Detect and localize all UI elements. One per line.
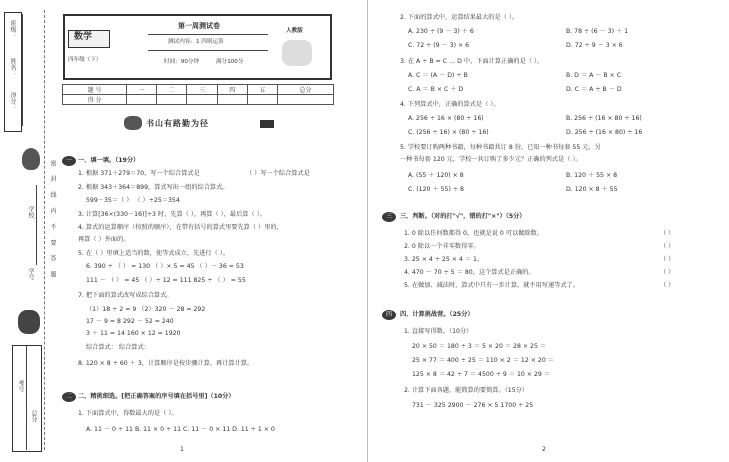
section-3-title: 三、判断。（对的打"√"，错的打"×"）（5分） [400, 213, 526, 220]
question-r3: 3. 在 A ÷ B = C … D 中，下面计算正确的是（ ）。 [400, 58, 544, 65]
question-r5-d: D. 120 × 8 ＋ 55 [566, 186, 618, 193]
section-1-title: 一、填一填。（19分） [78, 157, 140, 164]
question-4b: 再算（ ）外面的。 [78, 236, 130, 243]
binding-strip [0, 0, 60, 462]
judge-4-answer[interactable]: （ ） [660, 269, 675, 276]
calc-1: 1. 直接写得数。（10分） [404, 328, 473, 335]
left-page [60, 0, 370, 462]
score-input-cell[interactable] [157, 95, 187, 105]
time-label: 时间：90分钟 [164, 59, 200, 65]
question-r4-b: B. 256 ÷ (16 × 80 ÷ 16) [566, 115, 642, 122]
question-1b: （ ）写一个综合算式是 [246, 170, 310, 177]
score-table-header [63, 85, 334, 95]
number-label: 学号 [27, 268, 34, 280]
question-7-row2: 17 － 9 = 8 292 － 52 = 240 [86, 318, 174, 325]
question-r4-d: D. 256 ÷ (16 × 80) ÷ 16 [566, 129, 643, 136]
section-3-icon: 三 [382, 212, 396, 222]
exam-no-label: 考号 [17, 380, 24, 392]
question-r2-a: A. 230 ÷ (9 － 3) ＋ 6 [408, 28, 474, 35]
question-r3-a: A. C ＝ (A － D) ÷ B [408, 72, 468, 79]
score-table-row [63, 95, 334, 105]
page-fold [367, 0, 368, 462]
calc-1-row2: 25 × 77 ＝ 400 ÷ 25 ＝ 110 × 2 ＝ 12 × 20 ＝ [412, 357, 554, 364]
question-r3-b: B. D ＝ A － B × C [566, 72, 622, 79]
question-2-1-options: A. 11 － 0 ÷ 11 B. 11 × 0 ÷ 11 C. 11 － 0 × 11 D. 11 ÷ 1 × 0 [86, 426, 275, 433]
calc-2-row1: 731 － 325 2900 － 276 × 5 1700 ÷ 25 [412, 402, 534, 409]
question-5: 5. 在（ ）里填上适当的数，使等式成立，先进行（ ）。 [78, 250, 230, 257]
judge-3-answer[interactable]: （ ） [660, 256, 675, 263]
section-4-title: 四、计算挑战营。（25分） [400, 311, 474, 318]
question-7-row1: （1）18 ÷ 2 = 9 （2）320 － 28 = 292 [86, 306, 206, 313]
question-r4: 4. 下列算式中，正确的算式是（ ）。 [400, 101, 500, 108]
judge-1: 1. 0 除以任何数都得 0，也就是说 0 可以做除数。 [404, 230, 543, 237]
page-number-right: 2 [542, 446, 546, 453]
score-cell: 得 分 [63, 95, 127, 105]
score-cell: 题 号 [63, 85, 127, 95]
question-r2-d: D. 72 ÷ 9 － 3 × 6 [566, 42, 623, 49]
question-r3-c: C. A ＝ B × C ＋ D [408, 86, 464, 93]
score-input-cell[interactable] [187, 95, 217, 105]
question-3: 3. 计算[36×(330－16)]÷3 时，先算（ ），再算（ ），最后算（ ）。 [78, 211, 266, 218]
reader-decoration-icon [18, 310, 40, 334]
page-number-left: 1 [180, 446, 184, 453]
test-scope: 测试内容：1 四则运算 [168, 39, 224, 45]
question-2a: 2. 根据 343＋364＝899，算式写出一组的综合算式。 [78, 184, 229, 191]
banner-rider-icon [124, 116, 142, 130]
question-2b: 599－35＝（ ） （ ）÷25＝354 [86, 197, 180, 204]
sidebar-divider [22, 14, 23, 126]
score-table [62, 84, 334, 105]
question-7-row4: 综合算式： 综合算式： [86, 344, 150, 351]
class-label: 班级： [9, 20, 16, 38]
judge-4: 4. 470 － 70 ÷ 5 ＝ 80，这个算式是正确的。 [404, 269, 535, 276]
question-6a: 6. 390 ÷ （ ） = 130 （ ）× 5 = 45 （ ）－ 36 = 53 [86, 263, 244, 270]
question-r4-c: C. (256 ÷ 16) × (80 ÷ 16) [408, 129, 489, 136]
owl-decoration-icon [22, 148, 40, 170]
right-page [370, 0, 729, 462]
subject-label: 数学 [74, 32, 93, 42]
total-label: 总分 [30, 410, 37, 422]
question-1a: 1. 根据 371＋279＝70，写一个综合算式是 [78, 170, 200, 177]
full-score-label: 满分100分 [216, 59, 244, 65]
page-title: 第一周测试卷 [178, 22, 220, 30]
section-2-title: 二、精挑细选。[把正确答案的序号填在括号里]（10分） [78, 393, 235, 400]
question-r5-a: A. (55 ＋ 120) × 8 [408, 172, 464, 179]
score-input-cell[interactable] [277, 95, 333, 105]
question-8: 8. 120 × 8 ÷ 60 ＋ 3，计算顺序是按步骤计算，再计算计算。 [78, 360, 254, 367]
question-6b: 111 － （ ） = 45 （ ）÷ 12 = 111 825 ÷ （ ） = 55 [86, 277, 246, 284]
question-r2-b: B. 78 ÷ (6 － 3) ＋ 1 [566, 28, 629, 35]
bottom-box-divider [26, 345, 27, 450]
score-cell: 总分 [277, 85, 333, 95]
score-cell: 四 [217, 85, 247, 95]
grade-label: 四年级（下） [68, 57, 102, 63]
calc-1-row3: 125 × 8 ＝ 42 ÷ 7 ＝ 4500 ÷ 9 ＝ 10 × 29 ＝ [412, 371, 550, 378]
question-r2-c: C. 72 ÷ (9 － 3) × 6 [408, 42, 470, 49]
section-1-icon: 一 [62, 156, 76, 166]
question-r5b: 一种书每套 120 元，学校一共订购了多少元？正确的列式是（ ）。 [400, 156, 582, 163]
judge-5-answer[interactable]: （ ） [660, 282, 675, 289]
calc-1-row1: 20 × 50 ＝ 180 ÷ 3 ＝ 5 × 20 ＝ 28 × 25 ＝ [412, 343, 547, 350]
bottom-info-box [12, 345, 42, 452]
score-label: 得分： [9, 92, 16, 110]
score-input-cell[interactable] [127, 95, 157, 105]
score-cell: 三 [187, 85, 217, 95]
name-label: 姓名： [9, 58, 16, 76]
scope-underline [148, 50, 268, 51]
question-7-row3: 3 ＋ 11 = 14 160 × 12 = 1920 [86, 330, 181, 337]
judge-3: 3. 25 × 4 ÷ 25 × 4 ＝ 1。 [404, 256, 484, 263]
judge-2: 2. 0 除以一个非零数得零。 [404, 243, 480, 250]
question-7: 7. 把下面的算式改写成综合算式。 [78, 292, 173, 299]
question-r4-a: A. 256 ÷ 16 × (80 ÷ 16) [408, 115, 484, 122]
section-2-icon: 二 [62, 392, 76, 402]
section-4-icon: 四 [382, 310, 396, 320]
question-r2: 2. 下面的算式中，运算结果最大的是（ ）。 [400, 14, 519, 21]
question-r5-b: B. 120 ＋ 55 × 8 [566, 172, 618, 179]
calc-2: 2. 计算下面各题，能简算的要简算。（15分） [404, 387, 529, 394]
question-r5-c: C. (120 ＋ 55) ÷ 8 [408, 186, 464, 193]
dashed-seal-line [44, 10, 45, 450]
score-cell: 五 [247, 85, 277, 95]
grad-cap-icon [260, 120, 274, 128]
judge-1-answer[interactable]: （ ） [660, 230, 675, 237]
question-4a: 4. 算式的运算顺序（按照的顺序），在带有括号的算式里要先算（ ）里的， [78, 224, 283, 231]
question-r3-d: D. C ＝ A ÷ B － D [566, 86, 622, 93]
judge-5: 5. 在做加、减法时，算式中只有一步计算，就不用写递等式了。 [404, 282, 579, 289]
banner-text: 书山有路勤为径 [146, 119, 209, 128]
school-label: 学校 [27, 206, 34, 218]
teacher-illustration-icon [282, 40, 312, 66]
title-underline [148, 34, 268, 35]
question-2-1: 1. 下面算式中，得数最大的是（ ）。 [78, 410, 178, 417]
seal-line-text: 密 封 线 内 不 要 答 题 [49, 160, 56, 282]
question-r5a: 5. 学校要订购两种书籍，每种书籍共订 8 份，已知一种书每套 55 元，另 [400, 144, 601, 151]
score-input-cell[interactable] [217, 95, 247, 105]
score-cell: 一 [127, 85, 157, 95]
score-input-cell[interactable] [247, 95, 277, 105]
publisher-label: 人教版 [286, 28, 303, 34]
judge-2-answer[interactable]: （ ） [660, 243, 675, 250]
score-cell: 二 [157, 85, 187, 95]
school-line [36, 185, 37, 265]
